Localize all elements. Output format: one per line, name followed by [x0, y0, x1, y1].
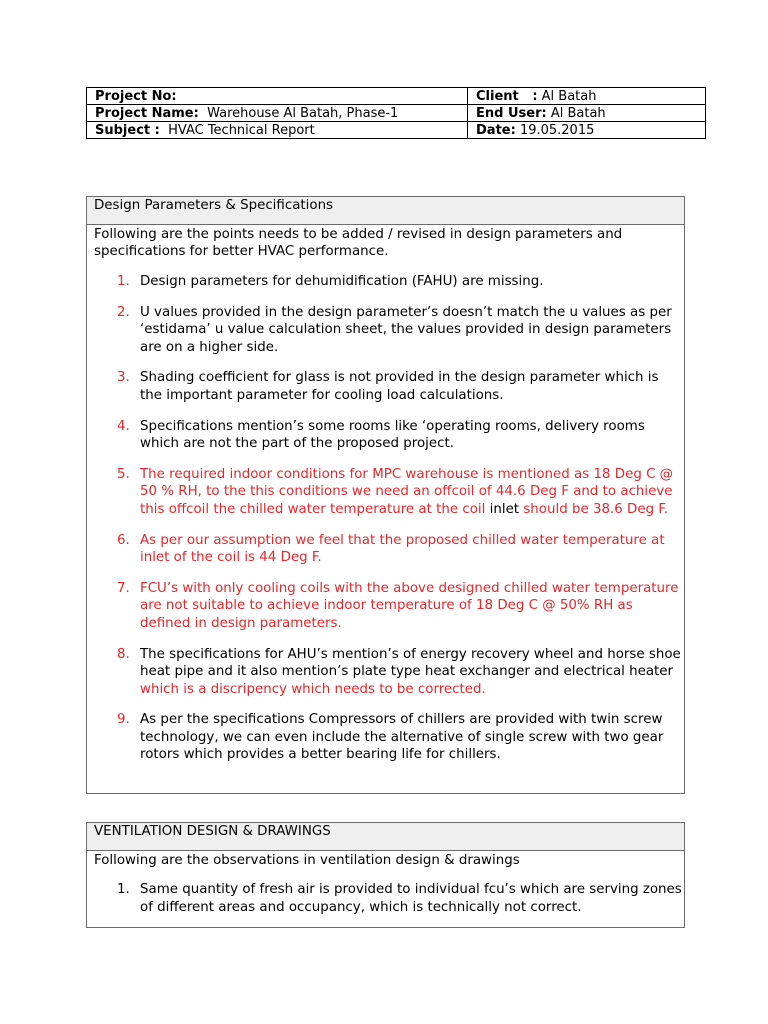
ventilation-section	[86, 822, 685, 928]
client-label: Client :	[476, 88, 538, 104]
project-name-cell	[87, 105, 468, 122]
client-cell	[468, 88, 706, 105]
end-user-label: End User:	[476, 105, 547, 121]
item-number: 8.	[117, 646, 130, 662]
subject-value: HVAC Technical Report	[168, 122, 315, 138]
client-value: Al Batah	[541, 88, 597, 104]
project-no-label: Project No:	[95, 88, 177, 104]
end-user-cell	[468, 105, 706, 122]
ventilation-items-list	[87, 881, 684, 916]
design-section-title: Design Parameters & Specifications	[87, 197, 684, 225]
item-number: 6.	[117, 532, 130, 548]
item-number: 5.	[117, 466, 130, 482]
item-text-black: inlet	[489, 501, 520, 517]
subject-cell	[87, 122, 468, 139]
list-item	[87, 466, 684, 519]
item-text: U values provided in the design parameter’s doesn’t match the u values as per ‘estidama’ u value calculation sheet, the values provided in design parameters are on a higher side.	[140, 304, 672, 355]
item-number: 4.	[117, 418, 130, 434]
header-row-3	[87, 122, 706, 139]
item-text: As per our assumption we feel that the proposed chilled water temperature at inlet of the coil is 44 Deg F.	[140, 532, 665, 566]
item-number: 9.	[117, 712, 130, 728]
list-item	[87, 304, 684, 357]
item-text-red: which is a discripency which needs to be corrected.	[140, 681, 486, 697]
item-text: As per the specifications Compressors of chillers are provided with twin screw technology, we can even include the alternative of single screw with two gear rotors which provides a better bearing life for chillers.	[140, 712, 664, 763]
design-intro: Following are the points needs to be added / revised in design parameters and specifications for better HVAC performance.	[94, 227, 623, 259]
item-number: 3.	[117, 370, 130, 386]
list-item	[87, 711, 684, 764]
list-item	[87, 646, 684, 699]
project-name-value: Warehouse Al Batah, Phase-1	[207, 105, 399, 121]
subject-label: Subject :	[95, 122, 160, 138]
project-name-label: Project Name:	[95, 105, 199, 121]
project-header-table	[86, 87, 706, 139]
item-number: 1.	[117, 882, 130, 897]
list-item	[87, 580, 684, 633]
item-text-red-2: should be 38.6 Deg F.	[523, 501, 669, 517]
list-item	[87, 273, 684, 291]
item-number: 2.	[117, 304, 130, 320]
date-label: Date:	[476, 122, 516, 138]
item-text: Specifications mention’s some rooms like ‘operating rooms, delivery rooms which are not the part of the proposed project.	[140, 418, 645, 452]
item-text: FCU’s with only cooling coils with the above designed chilled water temperature are not suitable to achieve indoor temperature of 18 Deg C @ 50% RH as defined in design parameters.	[140, 580, 679, 631]
list-item	[87, 369, 684, 404]
ventilation-section-title: VENTILATION DESIGN & DRAWINGS	[87, 823, 684, 851]
ventilation-intro: Following are the observations in ventilation design & drawings	[94, 853, 520, 868]
item-text: Same quantity of fresh air is provided to individual fcu’s which are serving zones of different areas and occupancy, which is technically not correct.	[140, 882, 682, 915]
design-parameters-section	[86, 196, 685, 794]
item-text-black: The specifications for AHU’s mention’s of energy recovery wheel and horse shoe heat pipe and it also mention’s plate type heat exchanger and electrical heater	[140, 646, 681, 680]
item-text: Shading coefficient for glass is not provided in the design parameter which is the important parameter for cooling load calculations.	[140, 370, 659, 403]
item-number: 7.	[117, 580, 130, 596]
list-item	[87, 418, 684, 453]
header-row-1	[87, 88, 706, 105]
list-item	[87, 532, 684, 567]
list-item	[87, 881, 684, 916]
project-no-cell	[87, 88, 468, 105]
date-value: 19.05.2015	[519, 122, 595, 138]
date-cell	[468, 122, 706, 139]
item-number: 1.	[117, 274, 130, 289]
design-items-list	[87, 273, 684, 764]
item-text: Design parameters for dehumidification (FAHU) are missing.	[140, 274, 544, 289]
header-row-2	[87, 105, 706, 122]
item-text-red: The required indoor conditions for MPC warehouse is mentioned as 18 Deg C @ 50 % RH, to the this conditions we need an offcoil of 44.6 Deg F and to achieve this offcoil the chilled water temperature at the coil	[140, 466, 674, 517]
end-user-value: Al Batah	[550, 105, 606, 121]
